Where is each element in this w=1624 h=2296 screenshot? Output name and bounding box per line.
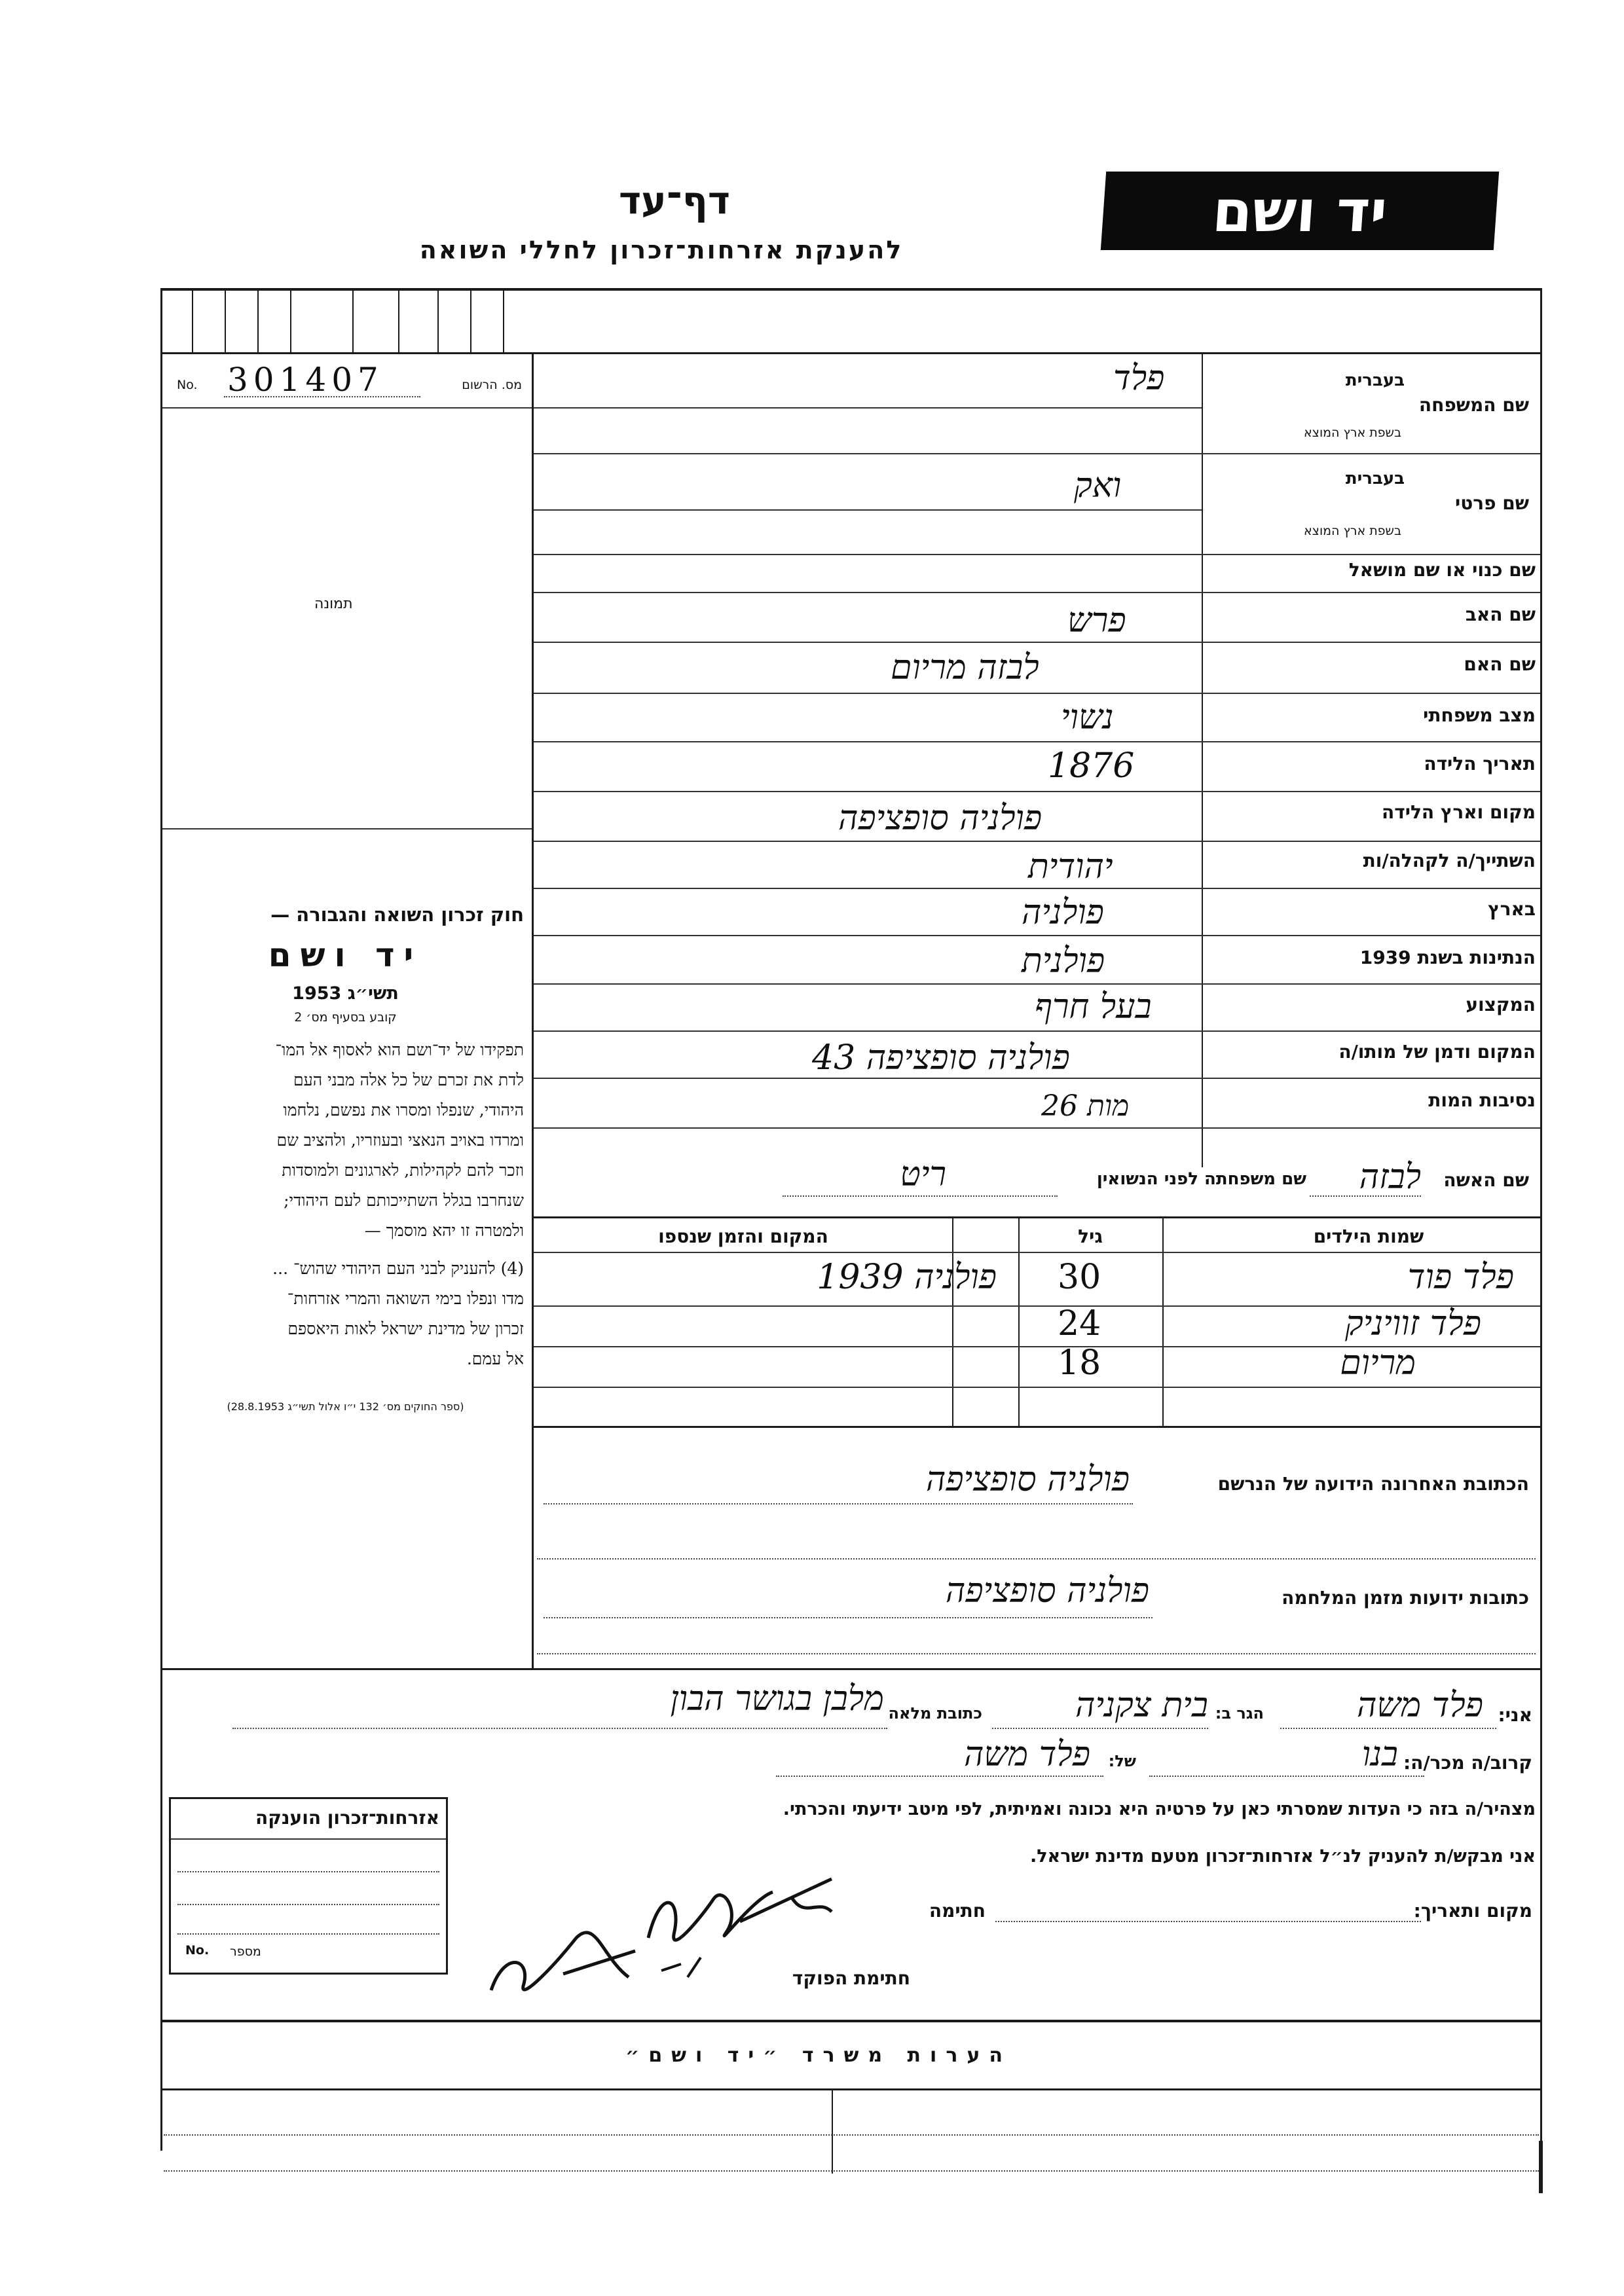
birth-date-label: תאריך הלידה	[1424, 753, 1536, 774]
law-citation: (ספר החוקים מס׳ 132 י״ו אלול תשי״ג 28.8.1953)	[227, 1400, 464, 1413]
registration-divider	[162, 407, 532, 409]
marital-status-label: מצב משפחתי	[1423, 704, 1536, 726]
children-row: פלד זוויניק 24	[1058, 1304, 1481, 1343]
edge-mark	[1539, 2141, 1543, 2193]
law-clause: קובע בסעיף מס׳ 2	[294, 1010, 397, 1025]
wife-name: לבזה	[1359, 1157, 1421, 1197]
profession-label: המקצוע	[1466, 994, 1536, 1015]
birth-place-label: מקום וארץ הלידה	[1382, 801, 1536, 823]
award-number-label: מספר	[230, 1944, 261, 1959]
death-circumstances-value: מות 26	[1041, 1089, 1130, 1123]
registration-number-area	[172, 363, 528, 403]
form-title: דף־עד	[618, 178, 731, 223]
community-label: השתייך/ה לקהלה/ות	[1363, 850, 1536, 871]
tick-box-strip	[162, 291, 529, 354]
award-box	[169, 1797, 448, 1975]
award-box-title: אזרחות־זכרון הוענקה	[255, 1807, 439, 1829]
frame-right	[1540, 288, 1542, 2151]
law-name: יד ושם	[268, 936, 423, 974]
last-address-value: פולניה סופציפה	[925, 1460, 1130, 1499]
death-place-value: 43 פולניה סופציפה	[812, 1038, 1070, 1078]
children-col-place: המקום והזמן שנספו	[658, 1226, 828, 1247]
first-name-label: שם פרטי	[1454, 492, 1529, 514]
label-column-divider	[1202, 352, 1203, 1167]
registration-no-label: No.	[177, 378, 198, 392]
relative-of-name: פלד משה	[963, 1735, 1090, 1774]
law-title: חוק זכרון השואה והגבורה —	[270, 903, 524, 926]
declarant-full-address: מלבן בגושר הבון	[670, 1679, 884, 1719]
relative-value: בנו	[1361, 1735, 1398, 1774]
citizenship-value: פולנית	[1022, 941, 1105, 981]
request-text: אני מבקש/ת להעניק לנ״ל אזרחות־זכרון מטעם מדינת ישראל.	[1029, 1846, 1536, 1867]
last-address-label: הכתובת האחרונה הידועה של הנרשם	[1217, 1473, 1529, 1495]
relative-row: קרוב/ה מכר/ה: בנו של: פלד משה	[170, 1735, 1536, 1781]
first-name-value: ואק	[1074, 466, 1122, 505]
children-col-names: שמות הילדים	[1313, 1226, 1424, 1247]
wife-maiden-name: ריט	[900, 1155, 946, 1194]
birth-place-value: פולניה סופציפה	[838, 799, 1043, 838]
marital-status-value: נשוי	[1061, 698, 1114, 737]
community-value: יהודית	[1028, 847, 1113, 886]
first-name-label-block: בעברית שם פרטי בשפת ארץ המוצא	[1303, 469, 1529, 538]
photo-divider	[162, 828, 532, 829]
children-row: מריום 18	[1058, 1343, 1416, 1383]
form-subtitle: להענקת אזרחות־זכרון לחללי השואה	[419, 236, 904, 264]
father-label: שם האב	[1465, 604, 1536, 625]
wife-row	[534, 1155, 1536, 1202]
last-address-row	[534, 1460, 1536, 1512]
declarant-residence: בית צקניה	[1075, 1686, 1208, 1725]
notes-col-divider	[832, 2088, 833, 2174]
registration-heb-label: מס. הרשום	[462, 378, 522, 392]
children-row: פלד פוד 30 פולניה 1939	[817, 1258, 1514, 1297]
officer-signature-label: חתימת הפוקד	[792, 1967, 910, 1989]
office-notes-title: הערות משרד ״יד ושם״	[625, 2044, 1012, 2067]
law-paragraph-1: תפקידו של יד־ושם הוא לאסוף אל המו־ לדת את זכרם של כל אלה מבני העם היהודי, שנפלו ומסרו את נפשם, נלחמו ומרדו באויב הנאצי ובעוזריו, ולהציב שם וזכר להם לקהילות, לארגונים ולמוסדות שנחרבו בגלל השתייכותם לעם היהודי; ולמטרה זו יהא מוסמך —	[275, 1040, 524, 1240]
law-paragraph-2: (4) להעניק לבני העם היהודי שהוש־ ... מדו ונפלו בימי השואה והמרי אזרחות־ זכרון של מדינת ישראל לאות היאספם אל עמם.	[272, 1259, 524, 1368]
war-address-row	[534, 1571, 1536, 1624]
country-value: פולניה	[1022, 893, 1104, 932]
death-circumstances-label: נסיבות המות	[1428, 1089, 1536, 1111]
photo-label: תמונה	[314, 596, 353, 612]
death-place-label: המקום ודמן של מותו/ה	[1338, 1041, 1536, 1063]
declarant-row: אני: פלד משה הגר ב: בית צקניה כתובת מלאה מלבן בגושר הבון	[170, 1686, 1536, 1732]
declaration-text: מצהיר/ה בזה כי העדות שמסרתי כאן על פרטיה היא נכונה ואמיתית, לפי מיטב ידיעתי והכרתי.	[783, 1799, 1536, 1819]
law-block	[167, 903, 524, 1413]
war-address-label: כתובות ידועות מזמן המלחמה	[1282, 1587, 1529, 1609]
declarant-name: פלד משה	[1356, 1686, 1483, 1725]
place-date-label: מקום ותאריך:	[1413, 1900, 1532, 1922]
country-label: בארץ	[1488, 898, 1536, 920]
registration-number: 301407	[227, 361, 384, 399]
citizenship-label: הנתינות בשנת 1939	[1359, 947, 1536, 968]
war-address-value: פולניה סופציפה	[945, 1571, 1149, 1611]
family-name-label: שם המשפחה	[1418, 394, 1529, 416]
row-divider	[160, 352, 1542, 354]
birth-date-value: 1876	[1048, 746, 1135, 786]
profession-value: בעל חרף	[1035, 987, 1152, 1027]
yad-vashem-logo: יד ושם	[1101, 172, 1499, 250]
father-value: פרש	[1067, 601, 1126, 640]
children-col-age: גיל	[1078, 1226, 1103, 1247]
frame-left	[160, 288, 162, 2151]
law-year: תשי״ג 1953	[292, 983, 399, 1004]
signature-label: חתימה	[929, 1900, 986, 1922]
award-no-label: No.	[185, 1943, 210, 1958]
nickname-label: שם כנוי או שם מושאל	[1348, 559, 1536, 581]
family-name-label-block: בעברית שם המשפחה בשפת ארץ המוצא	[1303, 371, 1529, 440]
wife-maiden-label: שם משפחתה לפני הנשואין	[1096, 1169, 1306, 1189]
family-name-value: פלד	[1113, 359, 1165, 398]
mother-label: שם האם	[1464, 653, 1536, 675]
wife-label: שם האשה	[1443, 1169, 1529, 1191]
signature-drawing	[465, 1859, 923, 2010]
mother-value: לבזה מריום	[891, 648, 1039, 687]
